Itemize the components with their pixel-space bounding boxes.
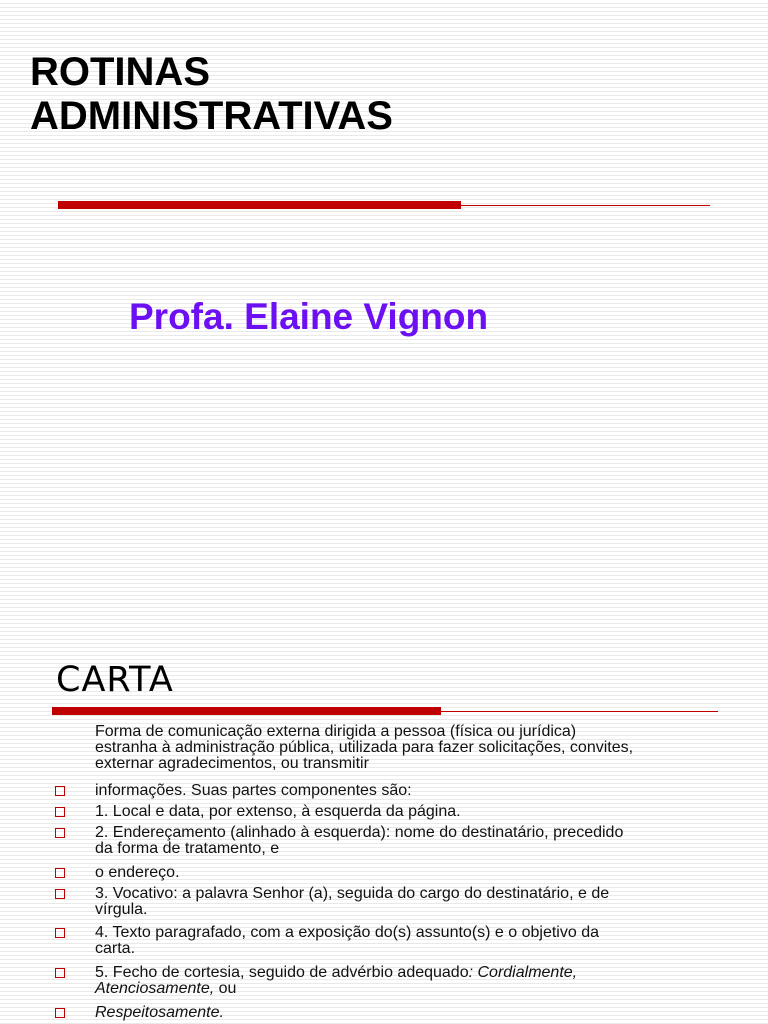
list-item-text: 3. Vocativo: a palavra Senhor (a), seguida do cargo do destinatário, e de [95,885,610,902]
author-name: Profa. Elaine Vignon [129,296,489,337]
carta-divider-thick [52,707,441,715]
slide-title [30,50,393,138]
intro-line: estranha à administração pública, utilizada para fazer solicitações, convites, [95,739,634,756]
hollow-square-bullet-icon [55,968,65,978]
list-item [95,925,715,957]
list-item [95,804,715,820]
slide-title-carta: CARTA [56,660,174,700]
hollow-square-bullet-icon [55,928,65,938]
fecho-example-italic: : Cordialmente, [468,964,578,981]
list-item-text: da forma de tratamento, e [95,840,280,857]
hollow-square-bullet-icon [55,828,65,838]
fecho-example-italic: Atenciosamente, [95,980,215,997]
list-item-text [95,981,715,997]
carta-slide [0,640,768,1024]
list-item-text: 4. Texto paragrafado, com a exposição do(s) assunto(s) e o objetivo da [95,924,599,941]
intro-line: Forma de comunicação externa dirigida a pessoa (física ou jurídica) [95,723,577,740]
fecho-text: 5. Fecho de cortesia, seguido de advérbio adequado [95,964,469,981]
list-item [95,865,715,881]
list-item-text: 1. Local e data, por extenso, à esquerda da página. [95,803,461,820]
carta-divider [52,711,718,712]
title-line-2: ADMINISTRATIVAS [30,94,393,138]
fecho-tail: ou [214,980,237,997]
list-item-text: o endereço. [95,864,180,881]
list-item [95,825,715,857]
hollow-square-bullet-icon [55,807,65,817]
hollow-square-bullet-icon [55,786,65,796]
list-item-text: Respeitosamente. [95,1004,224,1021]
list-item [95,886,715,918]
list-item-text [95,965,715,981]
title-divider-thick [58,201,461,209]
list-item [95,965,715,997]
list-item-text: vírgula. [95,901,148,918]
title-line-1: ROTINAS [30,50,210,94]
title-divider [58,205,710,206]
list-item [95,1005,715,1021]
intro-paragraph [95,724,715,772]
list-item-text: informações. Suas partes componentes são: [95,782,412,799]
intro-line: externar agradecimentos, ou transmitir [95,755,369,772]
hollow-square-bullet-icon [55,1008,65,1018]
hollow-square-bullet-icon [55,889,65,899]
hollow-square-bullet-icon [55,868,65,878]
list-item [95,783,715,799]
list-item-text: carta. [95,940,136,957]
list-item-text: 2. Endereçamento (alinhado à esquerda): nome do destinatário, precedido [95,824,624,841]
